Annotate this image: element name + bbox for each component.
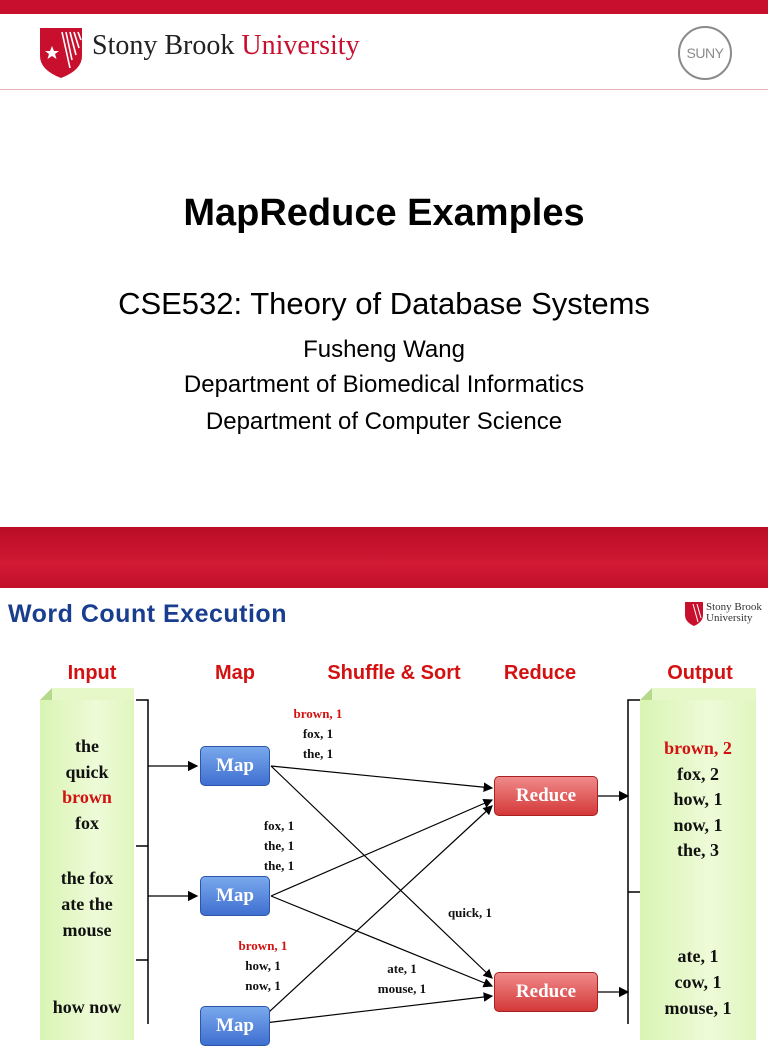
kv-pair: fox, 1 — [302, 726, 334, 741]
slide-title: MapReduce Examples — [183, 192, 585, 234]
shuffle-ate: ate, 1 — [387, 961, 417, 976]
department-2: Department of Computer Science — [205, 408, 563, 435]
reduce-box-1: Reduce — [494, 776, 598, 816]
header-input: Input — [67, 662, 117, 684]
input-split-1 — [40, 734, 134, 836]
output-pair: how, 1 — [673, 789, 723, 809]
output-pair: now, 1 — [673, 814, 723, 835]
output-pair: cow, 1 — [674, 972, 722, 992]
input-word: quick — [65, 761, 109, 782]
output-part-2 — [640, 943, 756, 1021]
map1-output — [276, 704, 360, 764]
input-word: the fox — [60, 868, 114, 888]
map-box-1: Map — [200, 746, 270, 786]
header-divider — [0, 89, 768, 90]
word-count-slide — [0, 588, 768, 1036]
slide-title: Word Count Execution — [8, 600, 287, 628]
kv-pair: fox, 1 — [263, 818, 295, 833]
reduce-box-2: Reduce — [494, 972, 598, 1012]
logo-part1: Stony Brook — [92, 30, 242, 61]
header-map: Map — [215, 662, 255, 684]
shuffle-mouse: mouse, 1 — [377, 981, 427, 996]
author-name: Fusheng Wang — [303, 336, 465, 363]
header-output: Output — [667, 662, 733, 684]
kv-pair: brown, 1 — [293, 706, 343, 721]
map3-output — [226, 936, 300, 996]
bottom-red-bar — [0, 527, 768, 588]
output-part-1 — [640, 736, 756, 864]
input-word: fox — [75, 812, 99, 833]
course-name: CSE532: Theory of Database Systems — [118, 286, 650, 321]
input-word: mouse — [62, 920, 112, 940]
kv-pair: how, 1 — [245, 958, 281, 973]
kv-pair: the, 1 — [302, 746, 334, 761]
input-split-2 — [40, 865, 134, 943]
kv-pair: the, 1 — [263, 858, 295, 873]
output-pair: brown, 2 — [664, 738, 732, 758]
input-word: brown — [62, 787, 112, 807]
header-reduce: Reduce — [503, 662, 577, 684]
kv-pair: the, 1 — [263, 838, 295, 853]
map-box-2: Map — [200, 876, 270, 916]
university-logo-text — [92, 30, 360, 62]
output-pair: mouse, 1 — [664, 998, 732, 1018]
shuffle-quick: quick, 1 — [447, 905, 493, 920]
input-split-3 — [40, 994, 134, 1020]
output-pair: the, 3 — [677, 840, 719, 860]
input-word: the — [75, 736, 99, 756]
input-word: how now — [52, 997, 122, 1017]
logo-part2: University — [241, 30, 360, 61]
small-logo-line1: Stony Brook — [706, 601, 762, 613]
department-1: Department of Biomedical Informatics — [183, 371, 585, 398]
input-word: ate the — [61, 894, 113, 914]
kv-pair: now, 1 — [245, 978, 281, 993]
header-shuffle: Shuffle & Sort — [327, 662, 461, 684]
output-pair: fox, 2 — [677, 763, 719, 784]
map-box-3: Map — [200, 1006, 270, 1046]
small-logo-line2: University — [706, 612, 753, 624]
map2-output — [254, 816, 304, 876]
kv-pair: brown, 1 — [238, 938, 288, 953]
output-pair: ate, 1 — [677, 946, 719, 966]
suny-logo: SUNY — [678, 26, 732, 80]
